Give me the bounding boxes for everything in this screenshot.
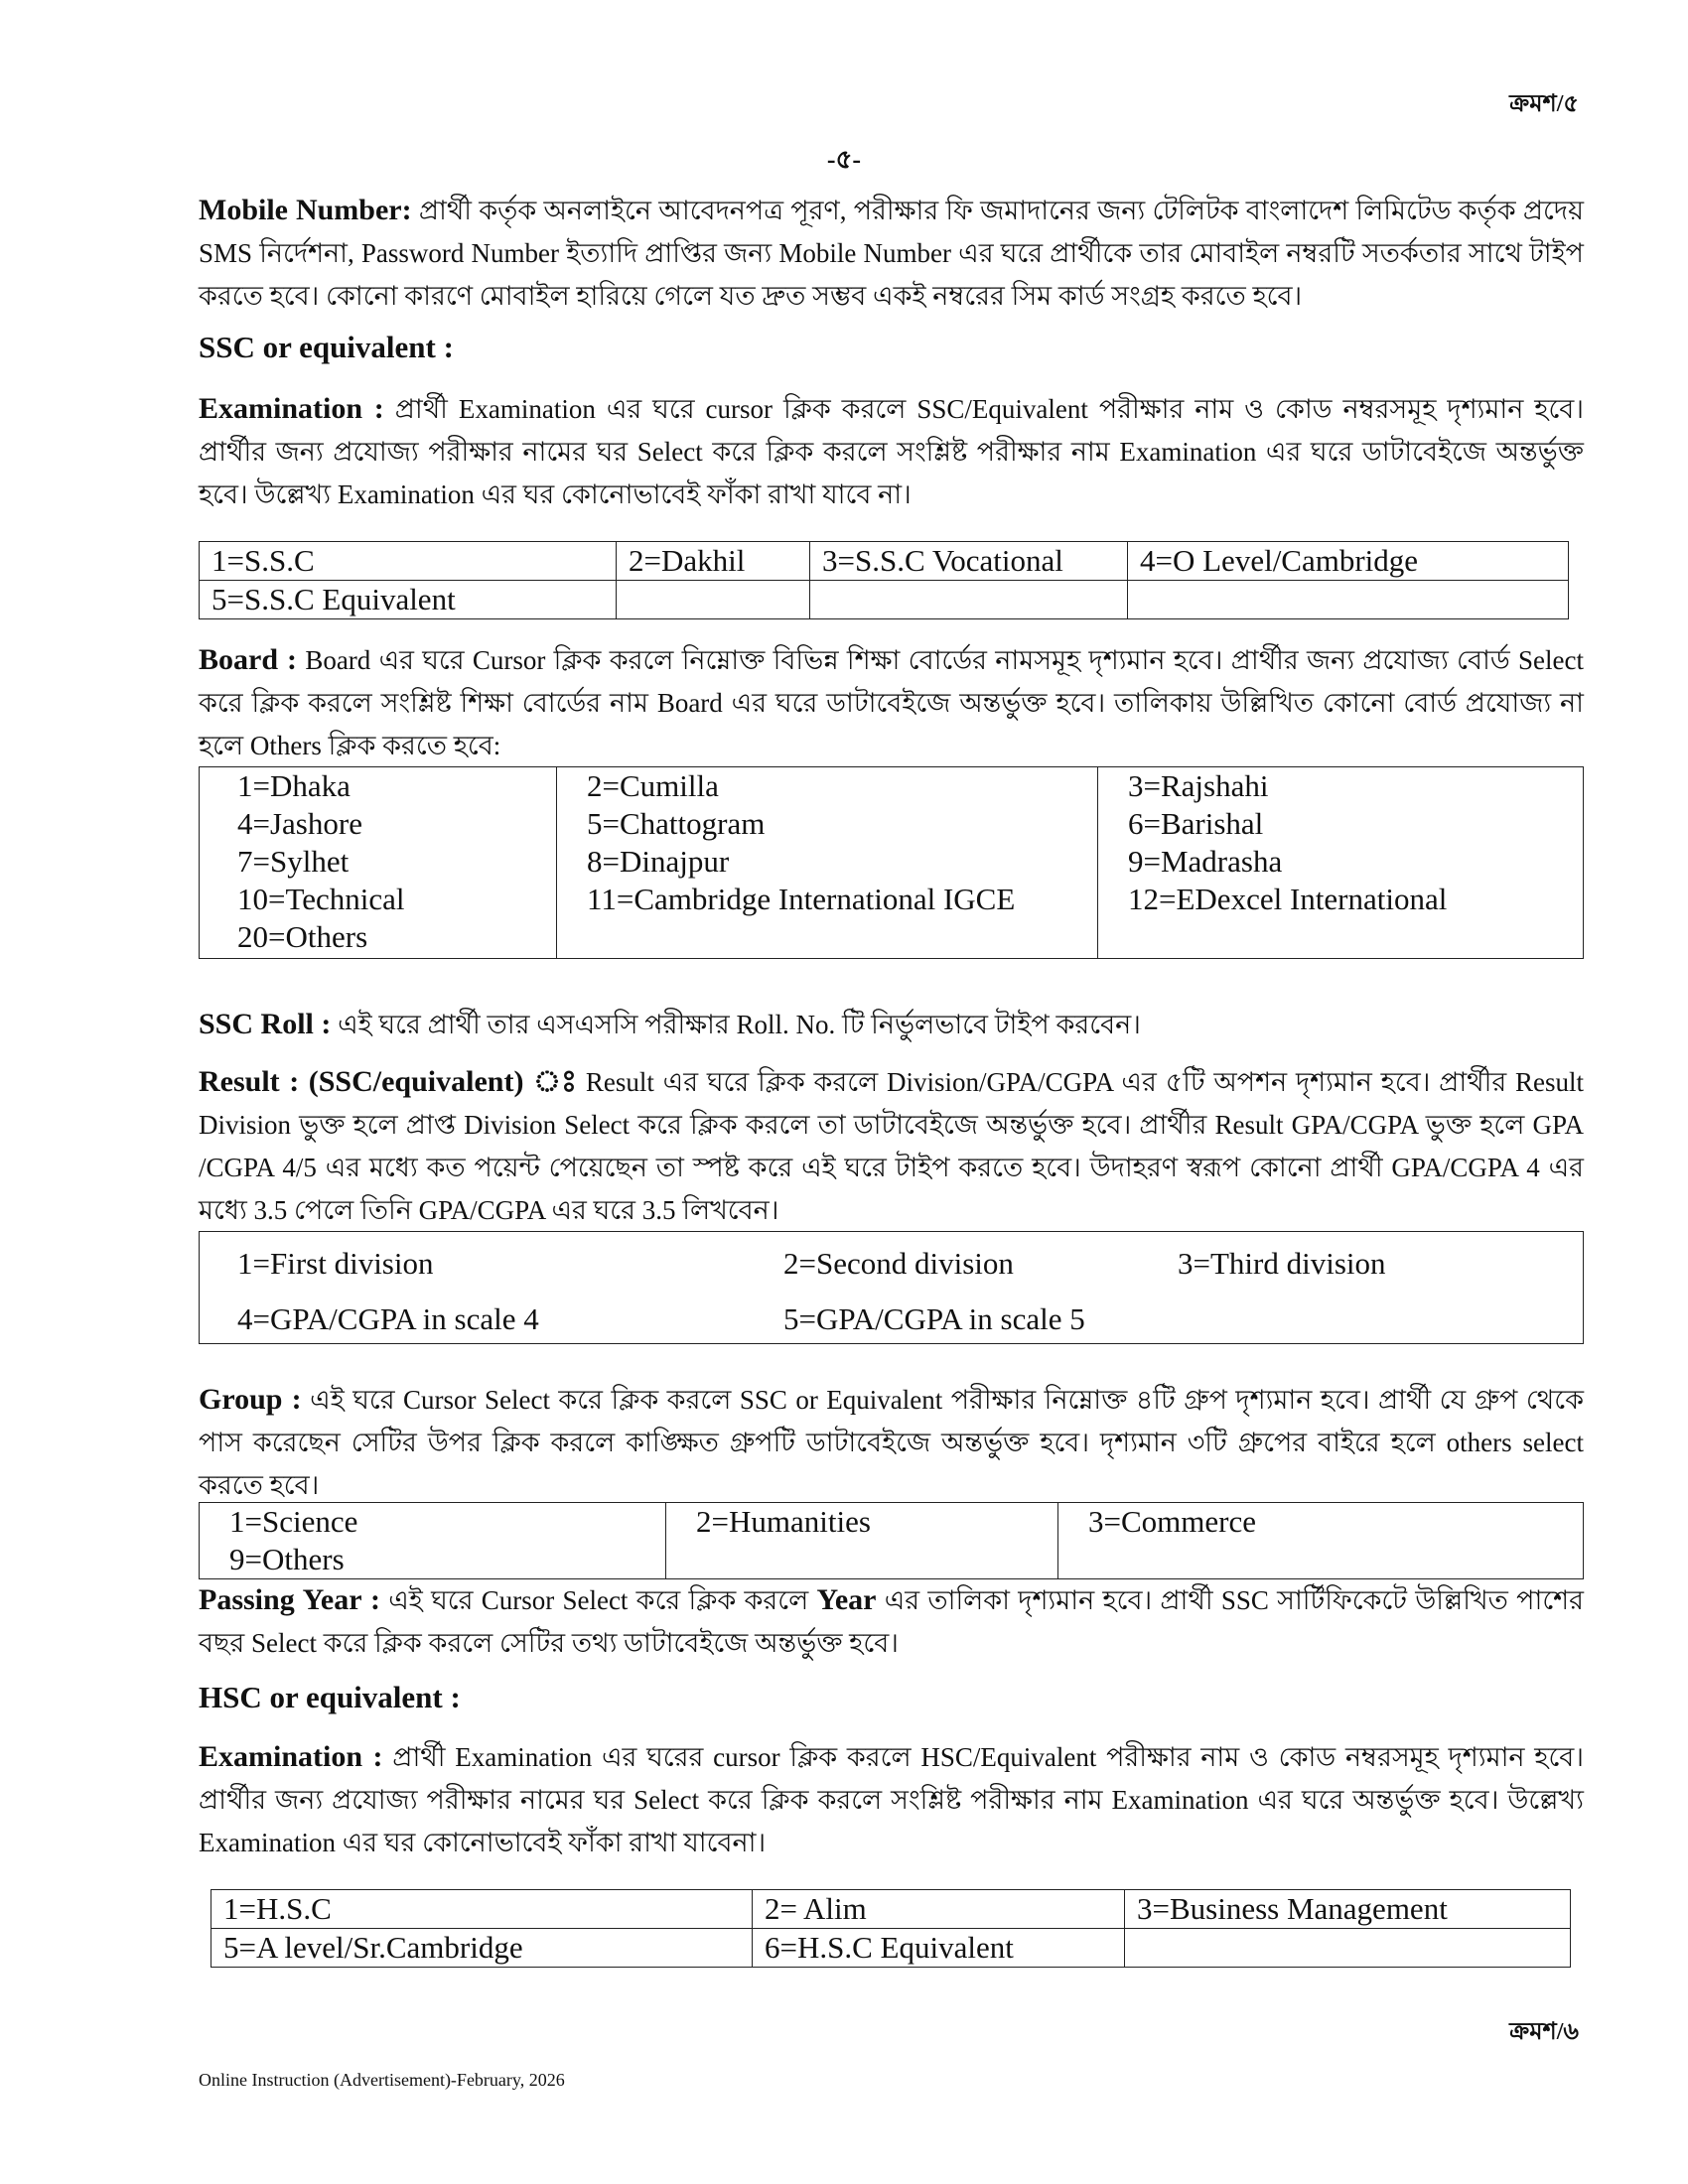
group-label: Group : [199,1383,302,1416]
table-cell [617,581,810,619]
result-option: 4=GPA/CGPA in scale 4 [237,1301,539,1336]
group-option: 3=Commerce [1058,1503,1584,1579]
table-cell: 2= Alim [753,1890,1125,1929]
result-option: 3=Third division [1178,1246,1386,1281]
passing-year-paragraph [199,1578,1584,1665]
ssc-examination-paragraph [199,387,1584,516]
group-text: এই ঘরে Cursor Select করে ক্লিক করলে SSC or Equivalent পরীক্ষার নিম্নোক্ত ৪টি গ্রুপ দৃশ্যমান হবে। প্রার্থী যে গ্রুপ থেকে পাস করেছেন সেটির উপর ক্লিক করলে কাঙ্ক্ষিত গ্রুপটি ডাটাবেইজে অন্তর্ভুক্ত হবে। দৃশ্যমান ৩টি গ্রুপের বাইরে হলে others select করতে হবে। [199,1385,1585,1500]
table-cell: 6=H.S.C Equivalent [753,1929,1125,1968]
table-cell: 5=S.S.C Equivalent [200,581,617,619]
table-row [200,767,1584,959]
group-table [199,1502,1584,1579]
result-option: 5=GPA/CGPA in scale 5 [783,1301,1085,1336]
board-option: 5=Chattogram [587,806,766,841]
result-label: Result : (SSC/equivalent) ঃ [199,1065,578,1098]
table-cell: 5=A level/Sr.Cambridge [211,1929,753,1968]
board-column-2 [557,767,1098,959]
table-cell [810,581,1128,619]
board-option: 3=Rajshahi [1128,768,1269,803]
result-option: 1=First division [237,1246,434,1281]
board-option: 2=Cumilla [587,768,719,803]
mobile-number-text: প্রার্থী কর্তৃক অনলাইনে আবেদনপত্র পূরণ, পরীক্ষার ফি জমাদানের জন্য টেলিটক বাংলাদেশ লিমিটেড কর্তৃক প্রদেয় SMS নির্দেশনা, Password Number ইত্যাদি প্রাপ্তির জন্য Mobile Number এর ঘরে প্রার্থীকে তার মোবাইল নম্বরটি সতর্কতার সাথে টাইপ করতে হবে। কোনো কারণে মোবাইল হারিয়ে গেলে যত দ্রুত সম্ভব একই নম্বরের সিম কার্ড সংগ্রহ করতে হবে। [199,196,1584,311]
board-column-1 [200,767,557,959]
continued-marker-top: ক্রমশ/৫ [1509,91,1579,117]
board-option: 7=Sylhet [237,844,350,879]
continued-marker-bottom: ক্রমশ/৬ [1509,2019,1579,2045]
table-row [211,1890,1571,1929]
board-option: 12=EDexcel International [1128,882,1448,916]
ssc-examination-label: Examination : [199,392,384,425]
passing-year-word: Year [816,1583,877,1616]
ssc-examination-text: প্রার্থী Examination এর ঘরে cursor ক্লিক করলে SSC/Equivalent পরীক্ষার নাম ও কোড নম্বরসমূহ দৃশ্যমান হবে। প্রার্থীর জন্য প্রযোজ্য পরীক্ষার নামের ঘর Select করে ক্লিক করলে সংশ্লিষ্ট পরীক্ষার নাম Examination এর ঘরে ডাটাবেইজে অন্তর্ভুক্ত হবে। উল্লেখ্য Examination এর ঘর কোনোভাবেই ফাঁকা রাখা যাবে না। [199,394,1584,509]
board-option: 4=Jashore [237,806,362,841]
group-column-1 [200,1503,666,1579]
ssc-roll-text: এই ঘরে প্রার্থী তার এসএসসি পরীক্ষার Roll. No. টি নির্ভুলভাবে টাইপ করবেন। [338,1010,1141,1039]
table-row [200,581,1569,619]
mobile-number-label: Mobile Number: [199,194,412,226]
ssc-heading: SSC or equivalent : [199,330,454,364]
board-text: Board এর ঘরে Cursor ক্লিক করলে নিম্নোক্ত বিভিন্ন শিক্ষা বোর্ডের নামসমূহ দৃশ্যমান হবে। প্রার্থীর জন্য প্রযোজ্য বোর্ড Select করে ক্লিক করলে সংশ্লিষ্ট শিক্ষা বোর্ডের নাম Board এর ঘরে ডাটাবেইজে অন্তর্ভুক্ত হবে। তালিকায় উল্লিখিত কোনো বোর্ড প্রযোজ্য না হলে Others ক্লিক করতে হবে: [199,645,1584,760]
passing-year-text-a: এই ঘরে Cursor Select করে ক্লিক করলে [388,1585,809,1615]
ssc-roll-paragraph [199,1003,1584,1046]
footer-note: Online Instruction (Advertisement)-February, 2026 [199,2070,565,2090]
table-cell: 1=H.S.C [211,1890,753,1929]
board-option: 20=Others [237,919,368,954]
table-row [200,542,1569,581]
hsc-heading: HSC or equivalent : [199,1680,461,1714]
ssc-roll-label: SSC Roll : [199,1008,332,1040]
table-cell: 2=Dakhil [617,542,810,581]
result-text: Result এর ঘরে ক্লিক করলে Division/GPA/CGPA এর ৫টি অপশন দৃশ্যমান হবে। প্রার্থীর Result Division ভুক্ত হলে প্রাপ্ত Division Select করে ক্লিক করলে তা ডাটাবেইজে অন্তর্ভুক্ত হবে। প্রার্থীর Result GPA/CGPA ভুক্ত হলে GPA /CGPA 4/5 এর মধ্যে কত পয়েন্ট পেয়েছেন তা স্পষ্ট করে এই ঘরে টাইপ করতে হবে। উদাহরণ স্বরূপ কোনো প্রার্থী GPA/CGPA 4 এর মধ্যে 3.5 পেলে তিনি GPA/CGPA এর ঘরে 3.5 লিখবেন। [199,1067,1585,1225]
table-cell: 1=S.S.C [200,542,617,581]
table-cell: 4=O Level/Cambridge [1128,542,1569,581]
board-option: 1=Dhaka [237,768,351,803]
table-row [211,1929,1571,1968]
table-cell: 3=S.S.C Vocational [810,542,1128,581]
group-option: 2=Humanities [666,1503,1058,1579]
board-paragraph [199,638,1584,767]
table-cell: 3=Business Management [1125,1890,1571,1929]
ssc-examination-table [199,541,1569,619]
table-cell [1125,1929,1571,1968]
hsc-examination-table [211,1889,1571,1968]
hsc-examination-paragraph [199,1735,1584,1864]
group-option: 9=Others [229,1542,345,1576]
board-label: Board : [199,643,298,676]
group-option: 1=Science [229,1504,358,1539]
board-option: 9=Madrasha [1128,844,1283,879]
hsc-examination-text: প্রার্থী Examination এর ঘরের cursor ক্লিক করলে HSC/Equivalent পরীক্ষার নাম ও কোড নম্বরসমূহ দৃশ্যমান হবে। প্রার্থীর জন্য প্রযোজ্য পরীক্ষার নামের ঘর Select করে ক্লিক করলে সংশ্লিষ্ট পরীক্ষার নাম Examination এর ঘরে অন্তর্ভুক্ত হবে। উল্লেখ্য Examination এর ঘর কোনোভাবেই ফাঁকা রাখা যাবেনা। [199,1742,1584,1857]
board-column-3 [1098,767,1584,959]
board-option: 8=Dinajpur [587,844,730,879]
passing-year-text-b: এর তালিকা দৃশ্যমান হবে। প্রার্থী SSC সার্টিফিকেটে উল্লিখিত পাশের বছর Select করে ক্লিক করলে সেটির তথ্য ডাটাবেইজে অন্তর্ভুক্ত হবে। [199,1585,1584,1658]
board-option: 6=Barishal [1128,806,1264,841]
table-row [200,1503,1584,1579]
page-number: -৫- [826,145,862,174]
board-table [199,766,1584,959]
result-paragraph [199,1060,1584,1232]
group-paragraph [199,1378,1584,1507]
mobile-number-paragraph [199,189,1584,318]
board-option: 10=Technical [237,882,405,916]
hsc-examination-label: Examination : [199,1740,383,1773]
result-option: 2=Second division [783,1246,1014,1281]
passing-year-label: Passing Year : [199,1583,380,1616]
result-options-box [199,1231,1584,1344]
table-cell [1128,581,1569,619]
board-option: 11=Cambridge International IGCE [587,882,1016,916]
